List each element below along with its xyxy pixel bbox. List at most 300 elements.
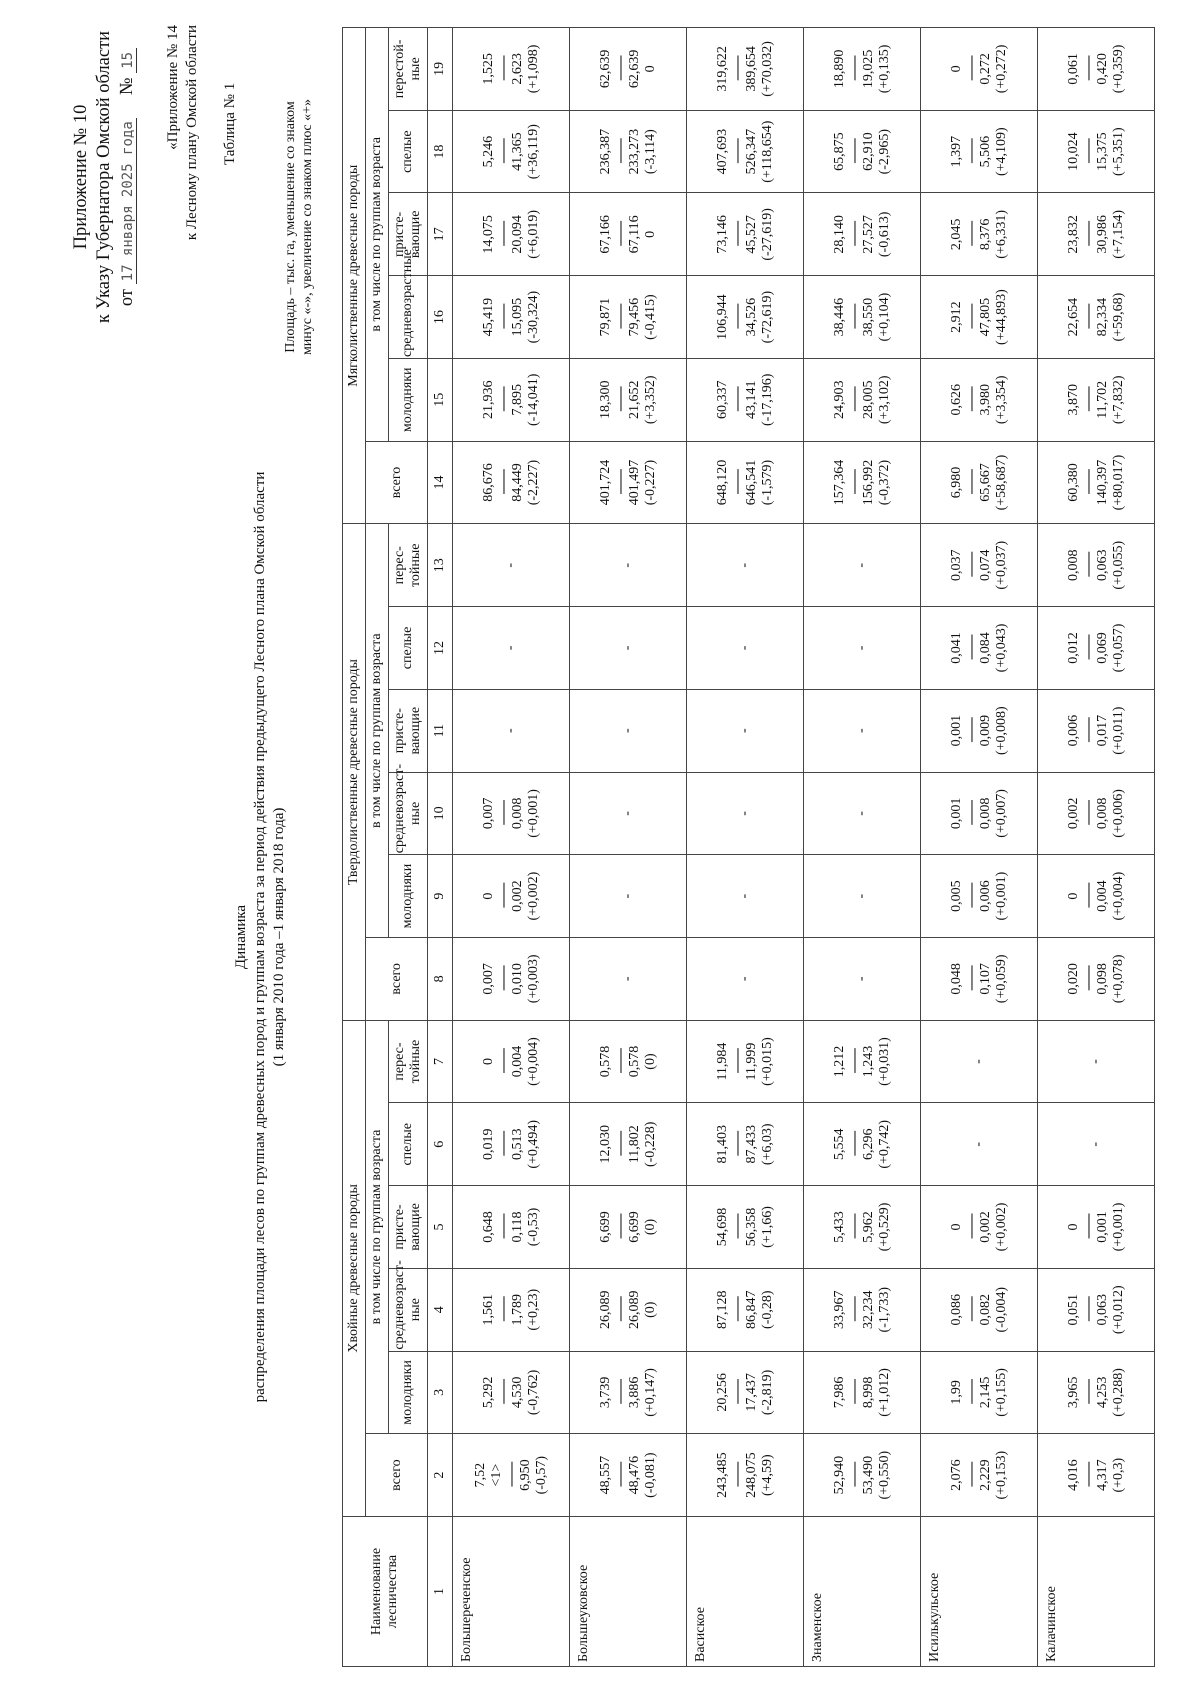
- value-change: (+0,003): [525, 954, 541, 1004]
- column-number: 14: [428, 441, 453, 524]
- value-change: (-0,28): [759, 1290, 775, 1329]
- value-2018: 0,107: [977, 963, 993, 995]
- value-2018: 28,005: [860, 380, 876, 420]
- fraction-divider: ---------: [503, 1463, 519, 1488]
- fraction-divider: ---------: [612, 56, 628, 81]
- table-cell: [687, 1186, 804, 1269]
- value-2010: 1,99: [948, 1380, 964, 1405]
- table-cell: [1038, 937, 1155, 1020]
- value-2018: 0,017: [1094, 714, 1110, 747]
- value-2018: 45,527: [743, 215, 759, 254]
- column-number: 6: [428, 1103, 453, 1186]
- table-cell: [453, 524, 570, 607]
- table-cell: [570, 276, 687, 359]
- appendix2-line1: «Приложение № 14: [165, 25, 181, 150]
- column-number: 1: [428, 1517, 453, 1667]
- fraction-divider: ---------: [963, 553, 979, 578]
- table-row: [804, 28, 921, 1667]
- table-cell: [453, 937, 570, 1020]
- fraction-divider: ---------: [963, 801, 979, 826]
- value-change: (+7,832): [1110, 375, 1126, 425]
- table-cell: [453, 28, 570, 111]
- value-2010: 106,944: [714, 294, 730, 340]
- table-row: [570, 28, 687, 1667]
- header-age: молодняки: [389, 1351, 428, 1434]
- value-2010: 11,984: [714, 1042, 730, 1081]
- table-cell: [453, 607, 570, 690]
- header-total: всего: [366, 1434, 428, 1517]
- fraction-divider: ---------: [963, 470, 979, 495]
- value-2010: 243,485: [714, 1452, 730, 1498]
- fraction-divider: ---------: [729, 139, 745, 164]
- value-2010: 2,076: [948, 1459, 964, 1491]
- value-2018: 526,347: [743, 128, 759, 175]
- value-change: (+36,119): [525, 124, 541, 180]
- value-2018: 6,950: [517, 1459, 533, 1491]
- cell-empty-marker: -: [620, 728, 635, 734]
- forestry-name: Знаменское: [804, 1517, 921, 1667]
- table-cell: [921, 1351, 1038, 1434]
- value-2010: 81,403: [714, 1125, 730, 1164]
- fraction-divider: ---------: [846, 1463, 862, 1488]
- value-change: (+0,155): [993, 1368, 1009, 1417]
- value-change: (+0,494): [525, 1119, 541, 1169]
- value-2010: 236,387: [597, 128, 613, 175]
- value-2010: 65,875: [831, 132, 847, 171]
- column-number: 16: [428, 276, 453, 359]
- header-forestry-name: Наименование лесничества: [343, 1517, 428, 1667]
- value-2010: 0,006: [1065, 714, 1081, 747]
- table-cell: [687, 1351, 804, 1434]
- fraction-divider: ---------: [729, 470, 745, 495]
- fraction-divider: ---------: [1080, 56, 1096, 81]
- value-2010: 7,986: [831, 1376, 847, 1409]
- table-cell: [1038, 1351, 1155, 1434]
- value-2010: 1,212: [831, 1045, 847, 1078]
- fraction-divider: ---------: [963, 1380, 979, 1405]
- column-number: 19: [428, 28, 453, 111]
- value-2010: 0: [1065, 1223, 1081, 1231]
- table-cell: [921, 193, 1038, 276]
- fraction-divider: ---------: [495, 1215, 511, 1239]
- value-2010: 1,561: [480, 1293, 496, 1326]
- table-cell: [1038, 1186, 1155, 1269]
- header-age: спелые: [389, 1103, 428, 1186]
- forestry-name: Большеуковское: [570, 1517, 687, 1667]
- table-cell: [1038, 276, 1155, 359]
- fraction-divider: ---------: [1080, 305, 1096, 330]
- value-2010: 0,007: [480, 797, 496, 830]
- fraction-divider: ---------: [729, 387, 745, 412]
- fraction-divider: ---------: [846, 1132, 862, 1157]
- value-2018: 8,376: [977, 218, 993, 251]
- table-cell: [570, 1186, 687, 1269]
- fraction-divider: ---------: [495, 1132, 511, 1157]
- value-change: (+6,03): [759, 1123, 775, 1166]
- cell-empty-marker: -: [503, 728, 518, 734]
- value-2018: 11,802: [626, 1125, 642, 1164]
- fraction-divider: ---------: [612, 305, 628, 330]
- value-change: 0: [642, 230, 658, 238]
- column-number: 18: [428, 110, 453, 193]
- forestry-name: Исилькульское: [921, 1517, 1038, 1667]
- value-2010: 0,037: [948, 549, 964, 581]
- fraction-divider: ---------: [729, 1463, 745, 1488]
- table-cell: [453, 1351, 570, 1434]
- value-2018: 79,456: [626, 297, 642, 337]
- value-2010: 401,724: [597, 459, 613, 506]
- value-change: (0): [642, 1218, 658, 1236]
- value-2010: 79,871: [597, 297, 613, 337]
- value-2010: 648,120: [714, 459, 730, 506]
- table-number: Таблица № 1: [222, 82, 238, 165]
- value-2018: 0,002: [977, 1211, 993, 1243]
- table-cell: [921, 28, 1038, 111]
- table-cell: [804, 1020, 921, 1103]
- column-number: 4: [428, 1268, 453, 1351]
- value-change: (+0,059): [993, 954, 1009, 1004]
- table-cell: [804, 358, 921, 441]
- value-2010: 22,654: [1065, 297, 1081, 337]
- value-change: (+0,742): [876, 1119, 892, 1169]
- fraction-divider: ---------: [1080, 884, 1096, 909]
- fraction-divider: ---------: [612, 470, 628, 495]
- value-change: (+0,550): [876, 1450, 892, 1500]
- value-2010: 1,397: [948, 135, 964, 168]
- value-2018: 0,008: [977, 797, 993, 830]
- cell-empty-marker: -: [620, 562, 635, 568]
- header-age: средневозраст-ные: [389, 1268, 428, 1351]
- table-cell: [453, 1020, 570, 1103]
- table-cell: [570, 1351, 687, 1434]
- table-cell: [570, 441, 687, 524]
- value-2010: 0,048: [948, 963, 964, 995]
- appendix-date-row: [116, 27, 140, 327]
- value-2010: 24,903: [831, 380, 847, 420]
- fraction-divider: ---------: [1080, 553, 1096, 578]
- fraction-divider: ---------: [963, 966, 979, 991]
- fraction-divider: ---------: [612, 1297, 628, 1322]
- value-change: (+4,59): [759, 1454, 775, 1497]
- table-cell: [1038, 1020, 1155, 1103]
- table-cell: [804, 110, 921, 193]
- value-change: (+0,015): [759, 1037, 775, 1086]
- value-2010: 0,061: [1065, 53, 1081, 85]
- value-2010: 5,554: [831, 1128, 847, 1161]
- fraction-divider: ---------: [846, 387, 862, 412]
- value-2010: 4,016: [1065, 1459, 1081, 1491]
- cell-empty-marker: -: [854, 976, 869, 982]
- value-2010: 48,557: [597, 1455, 613, 1495]
- value-change: (+0,043): [993, 623, 1009, 673]
- date-prefix: от: [117, 288, 137, 307]
- table-cell: [570, 1103, 687, 1186]
- value-2010: 0,001: [948, 797, 964, 830]
- table-cell: [921, 358, 1038, 441]
- fraction-divider: ---------: [963, 56, 979, 81]
- value-change: (-0,081): [642, 1452, 658, 1498]
- value-change: (+0,529): [876, 1202, 892, 1252]
- fraction-divider: ---------: [495, 387, 511, 412]
- table-cell: [687, 276, 804, 359]
- fraction-divider: ---------: [963, 139, 979, 164]
- table-cell: [804, 276, 921, 359]
- table-cell: [1038, 1103, 1155, 1186]
- table-cell: [1038, 1434, 1155, 1517]
- table-cell: [921, 1268, 1038, 1351]
- value-change: (+0,002): [993, 1202, 1009, 1252]
- value-2010: 7,52: [472, 1462, 488, 1488]
- value-change: (-3,114): [642, 129, 658, 175]
- header-age-groups: в том числе по группам возраста: [366, 1020, 389, 1434]
- value-change: (+7,154): [1110, 210, 1126, 259]
- table-cell: [570, 28, 687, 111]
- cell-empty-marker: -: [620, 645, 635, 651]
- table-cell: [921, 937, 1038, 1020]
- value-2018: 156,992: [860, 459, 876, 506]
- value-change: (+0,272): [993, 44, 1009, 94]
- fraction-divider: ---------: [846, 470, 862, 495]
- fraction-divider: ---------: [846, 1215, 862, 1239]
- table-cell: [687, 193, 804, 276]
- value-2010: 1,525: [480, 53, 496, 85]
- column-number-row: [428, 28, 453, 1667]
- table-cell: [687, 1268, 804, 1351]
- value-2018: 0,063: [1094, 549, 1110, 581]
- number-value: 15: [120, 48, 137, 73]
- value-2010: 5,292: [480, 1376, 496, 1409]
- value-2018: 0,420: [1094, 53, 1110, 85]
- value-2018: 0,063: [1094, 1293, 1110, 1326]
- table-cell: [453, 689, 570, 772]
- header-total: всего: [366, 441, 428, 524]
- value-2018: 3,980: [977, 384, 993, 416]
- table-row: [1038, 28, 1155, 1667]
- value-2010: 0,578: [597, 1045, 613, 1078]
- value-change: (+80,017): [1110, 454, 1126, 511]
- table-cell: [687, 358, 804, 441]
- value-change: (-0,57): [533, 1455, 549, 1495]
- value-change: (-0,228): [642, 1121, 658, 1168]
- table-cell: [1038, 689, 1155, 772]
- value-2010: 157,364: [831, 459, 847, 506]
- table-cell: [570, 607, 687, 690]
- fraction-divider: ---------: [963, 718, 979, 743]
- value-2018: 11,999: [743, 1042, 759, 1081]
- value-change: (-1,579): [759, 459, 775, 506]
- date-value: 17 января 2025 года: [120, 118, 137, 284]
- header-age: спелые: [389, 607, 428, 690]
- table-cell: [921, 276, 1038, 359]
- value-2018: 5,962: [860, 1211, 876, 1243]
- fraction-divider: ---------: [963, 387, 979, 412]
- value-2010: 0: [480, 1058, 496, 1066]
- value-change: (+0,008): [993, 706, 1009, 756]
- column-number: 15: [428, 358, 453, 441]
- fraction-divider: ---------: [846, 1297, 862, 1322]
- value-2018: 4,253: [1094, 1376, 1110, 1409]
- value-change: (-0,53): [525, 1207, 541, 1247]
- table-cell: [570, 855, 687, 938]
- fraction-divider: ---------: [729, 305, 745, 330]
- value-change: (-2,965): [876, 128, 892, 175]
- fraction-divider: ---------: [612, 139, 628, 164]
- fraction-divider: ---------: [495, 1380, 511, 1405]
- cell-empty-marker: -: [737, 562, 752, 568]
- fraction-divider: ---------: [963, 635, 979, 660]
- table-cell: [687, 524, 804, 607]
- table-cell: [687, 110, 804, 193]
- header-age-groups: в том числе по группам возраста: [366, 524, 389, 938]
- fraction-divider: ---------: [495, 1049, 511, 1074]
- table-cell: [804, 1103, 921, 1186]
- value-2018: 20,094: [509, 215, 525, 254]
- table-cell: [570, 358, 687, 441]
- table-row: [921, 28, 1038, 1667]
- value-change: (+0,011): [1110, 706, 1126, 755]
- value-change: (+118,654): [759, 120, 775, 183]
- fraction-divider: ---------: [729, 1049, 745, 1074]
- fraction-divider: ---------: [1080, 139, 1096, 164]
- value-2018: 0,082: [977, 1293, 993, 1326]
- value-change: (+0,007): [993, 789, 1009, 838]
- fraction-divider: ---------: [612, 387, 628, 412]
- value-2010: 0: [1065, 892, 1081, 900]
- value-2018: 0,069: [1094, 632, 1110, 664]
- header-age: присте-вающие: [389, 1186, 428, 1269]
- value-2010: 18,300: [597, 380, 613, 420]
- fraction-divider: ---------: [495, 222, 511, 247]
- value-change: (-14,041): [525, 373, 541, 427]
- table-cell: [1038, 772, 1155, 855]
- value-change: (+1,012): [876, 1368, 892, 1417]
- header-age: средневозраст-ные: [389, 772, 428, 855]
- value-2018: 4,530: [509, 1376, 525, 1409]
- value-2010: 6,699: [597, 1211, 613, 1243]
- appendix-secondary: [164, 25, 202, 275]
- fraction-divider: ---------: [729, 1297, 745, 1322]
- value-2010: 20,256: [714, 1373, 730, 1412]
- value-change: 0: [642, 65, 658, 73]
- cell-empty-marker: -: [503, 562, 518, 568]
- column-number: 5: [428, 1186, 453, 1269]
- value-2010: 0,051: [1065, 1293, 1081, 1326]
- cell-empty-marker: -: [620, 976, 635, 982]
- value-change: (+44,893): [993, 289, 1009, 345]
- table-cell: [687, 607, 804, 690]
- table-cell: [453, 772, 570, 855]
- table-body: [453, 28, 1155, 1667]
- fraction-divider: ---------: [1080, 470, 1096, 495]
- cell-empty-marker: -: [503, 645, 518, 651]
- column-number: 13: [428, 524, 453, 607]
- table-cell: [570, 110, 687, 193]
- value-change: (-27,619): [759, 208, 775, 261]
- fraction-divider: ---------: [963, 1215, 979, 1239]
- table-cell: [1038, 441, 1155, 524]
- table-cell: [570, 937, 687, 1020]
- value-2018: 2,229: [977, 1459, 993, 1491]
- value-2010: 86,676: [480, 463, 496, 502]
- value-2010: 0,020: [1065, 963, 1081, 995]
- value-2018: 19,025: [860, 49, 876, 89]
- forest-dynamics-table: [342, 27, 1155, 1667]
- fraction-divider: ---------: [495, 1297, 511, 1322]
- fraction-divider: ---------: [612, 1049, 628, 1074]
- column-number: 9: [428, 855, 453, 938]
- table-cell: [804, 1351, 921, 1434]
- value-2010: 52,940: [831, 1455, 847, 1495]
- fraction-divider: ---------: [963, 1297, 979, 1322]
- cell-empty-marker: -: [737, 811, 752, 816]
- value-change: (-30,324): [525, 290, 541, 344]
- table-cell: [921, 1103, 1038, 1186]
- header-age: перес-тойные: [389, 1020, 428, 1103]
- value-2010: 33,967: [831, 1290, 847, 1329]
- fraction-divider: ---------: [846, 1380, 862, 1405]
- value-change: (+0,288): [1110, 1368, 1126, 1417]
- value-2018: 1,243: [860, 1045, 876, 1078]
- value-2010: 5,246: [480, 135, 496, 168]
- table-cell: [570, 1268, 687, 1351]
- cell-empty-marker: -: [971, 1141, 986, 1147]
- value-change: (+0,031): [876, 1037, 892, 1086]
- table-cell: [453, 441, 570, 524]
- value-change: (-0,227): [642, 459, 658, 506]
- value-2010: 67,166: [597, 215, 613, 254]
- value-2018: 82,334: [1094, 297, 1110, 337]
- fraction-divider: ---------: [1080, 1380, 1096, 1405]
- value-2018: 47,805: [977, 297, 993, 337]
- value-2018: 0,513: [509, 1128, 525, 1161]
- value-2018: 62,910: [860, 132, 876, 171]
- fraction-divider: ---------: [612, 222, 628, 247]
- value-2018: 5,506: [977, 135, 993, 168]
- value-change: (+0,002): [525, 871, 541, 921]
- value-2010: 60,380: [1065, 463, 1081, 502]
- fraction-divider: ---------: [963, 1463, 979, 1488]
- forestry-name: Васиское: [687, 1517, 804, 1667]
- fraction-divider: ---------: [612, 1380, 628, 1405]
- table-cell: [804, 1268, 921, 1351]
- cell-empty-marker: -: [1088, 1141, 1103, 1147]
- cell-empty-marker: -: [620, 893, 635, 899]
- document-title: [232, 437, 289, 1437]
- value-2010: 6,980: [948, 466, 964, 499]
- value-2018: 38,550: [860, 297, 876, 337]
- fraction-divider: ---------: [495, 884, 511, 909]
- table-cell: [1038, 855, 1155, 938]
- value-2010: 3,870: [1065, 384, 1081, 416]
- value-2018: 15,375: [1094, 132, 1110, 171]
- table-cell: [921, 772, 1038, 855]
- table-cell: [453, 1434, 570, 1517]
- value-2010: 73,146: [714, 215, 730, 254]
- header-age: присте-вающие: [389, 193, 428, 276]
- area-note-line2: минус «-», увеличение со знаком плюс «+»: [300, 98, 315, 356]
- value-change: (+59,68): [1110, 292, 1126, 342]
- fraction-divider: ---------: [1080, 1215, 1096, 1239]
- appendix-line1: Приложение № 10: [71, 104, 91, 250]
- value-2018: 4,317: [1094, 1459, 1110, 1491]
- value-2010: 0,007: [480, 963, 496, 995]
- table-row: [453, 28, 570, 1667]
- table-cell: [453, 358, 570, 441]
- value-change: (+3,354): [993, 375, 1009, 425]
- fraction-divider: ---------: [846, 1049, 862, 1074]
- column-number: 11: [428, 689, 453, 772]
- value-change: (+3,102): [876, 375, 892, 425]
